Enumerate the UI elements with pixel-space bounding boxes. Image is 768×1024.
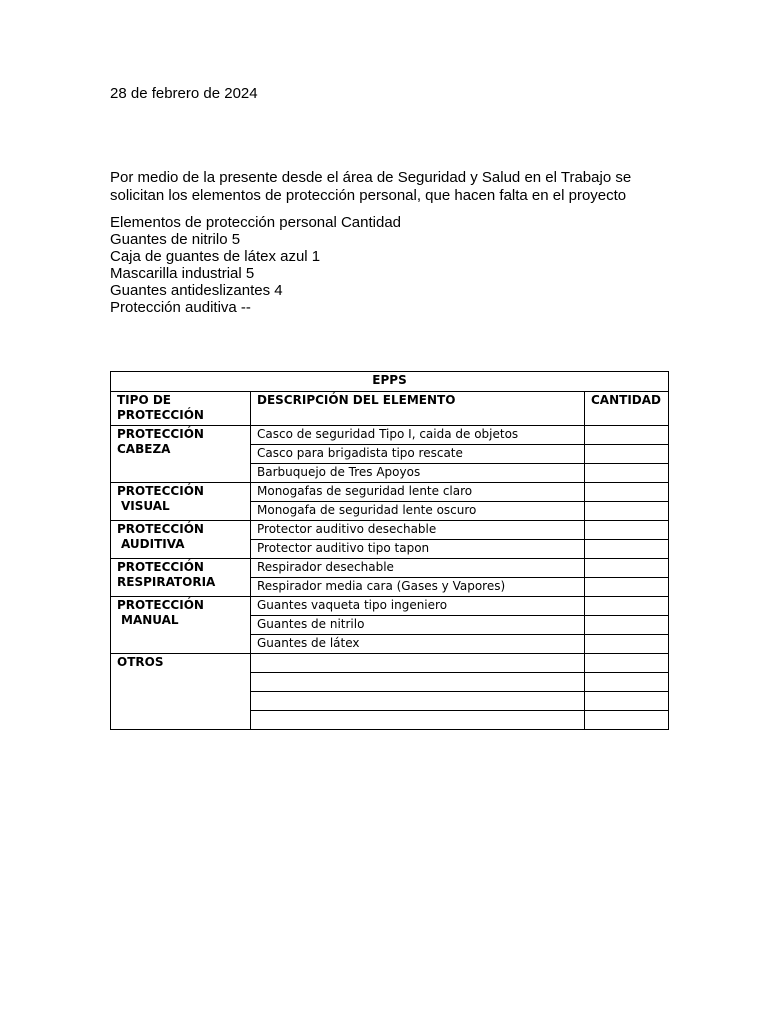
header-tipo-line: TIPO DE [117,393,171,407]
element-description-cell: Respirador media cara (Gases y Vapores) [251,578,585,597]
document-date: 28 de febrero de 2024 [110,85,258,102]
table-row [111,654,669,673]
table-row [111,521,669,540]
protection-category-label: OTROS [117,655,164,669]
requested-item: Guantes de nitrilo 5 [110,231,241,248]
protection-category-cell [111,654,251,730]
header-cantidad: CANTIDAD [585,392,669,426]
quantity-cell [585,673,669,692]
quantity-cell [585,521,669,540]
protection-category-cell [111,559,251,597]
quantity-cell [585,578,669,597]
table-row [111,597,669,616]
element-description-cell: Guantes de látex [251,635,585,654]
quantity-cell [585,445,669,464]
intro-line: Por medio de la presente desde el área de Seguridad y Salud en el Trabajo se [110,169,632,186]
header-tipo-line: PROTECCIÓN [117,408,204,422]
requested-item: Mascarilla industrial 5 [110,265,255,282]
protection-category-label: PROTECCIÓN [117,560,204,574]
table-row [111,559,669,578]
requested-item: Guantes antideslizantes 4 [110,282,283,299]
quantity-cell [585,597,669,616]
quantity-cell [585,540,669,559]
requested-item: Protección auditiva -- [110,299,251,316]
quantity-cell [585,426,669,445]
quantity-cell [585,616,669,635]
element-description-cell: Casco de seguridad Tipo I, caida de objetos [251,426,585,445]
quantity-cell [585,654,669,673]
protection-category-label: PROTECCIÓN [117,427,204,441]
quantity-cell [585,692,669,711]
element-description-cell: Monogafas de seguridad lente claro [251,483,585,502]
quantity-cell [585,635,669,654]
protection-category-cell [111,483,251,521]
element-description-cell: Protector auditivo tipo tapon [251,540,585,559]
table-row [111,426,669,445]
header-tipo [111,392,251,426]
protection-category-label: MANUAL [121,613,179,627]
element-description-cell: Casco para brigadista tipo rescate [251,445,585,464]
element-description-cell [251,673,585,692]
protection-category-label: VISUAL [121,499,170,513]
protection-category-label: CABEZA [117,442,171,456]
table-title: EPPS [111,372,669,392]
header-descripcion: DESCRIPCIÓN DEL ELEMENTO [251,392,585,426]
epps-table [110,371,669,730]
quantity-cell [585,502,669,521]
protection-category-cell [111,426,251,483]
requested-items-list [110,214,401,316]
element-description-cell [251,711,585,730]
protection-category-label: PROTECCIÓN [117,522,204,536]
protection-category-cell [111,521,251,559]
protection-category-label: PROTECCIÓN [117,598,204,612]
element-description-cell: Guantes vaqueta tipo ingeniero [251,597,585,616]
quantity-cell [585,711,669,730]
requested-item: Caja de guantes de látex azul 1 [110,248,321,265]
epps-table-body [111,372,669,730]
quantity-cell [585,559,669,578]
table-title-row [111,372,669,392]
table-row [111,483,669,502]
element-description-cell [251,692,585,711]
element-description-cell: Protector auditivo desechable [251,521,585,540]
quantity-cell [585,464,669,483]
element-description-cell: Guantes de nitrilo [251,616,585,635]
items-list-heading: Elementos de protección personal Cantidad [110,214,402,231]
protection-category-label: PROTECCIÓN [117,484,204,498]
intro-line: solicitan los elementos de protección personal, que hacen falta en el proyecto [110,187,627,204]
table-header-row [111,392,669,426]
element-description-cell: Barbuquejo de Tres Apoyos [251,464,585,483]
protection-category-label: AUDITIVA [121,537,185,551]
element-description-cell: Monogafa de seguridad lente oscuro [251,502,585,521]
protection-category-label: RESPIRATORIA [117,575,216,589]
element-description-cell [251,654,585,673]
protection-category-cell [111,597,251,654]
element-description-cell: Respirador desechable [251,559,585,578]
intro-paragraph [110,169,670,205]
quantity-cell [585,483,669,502]
